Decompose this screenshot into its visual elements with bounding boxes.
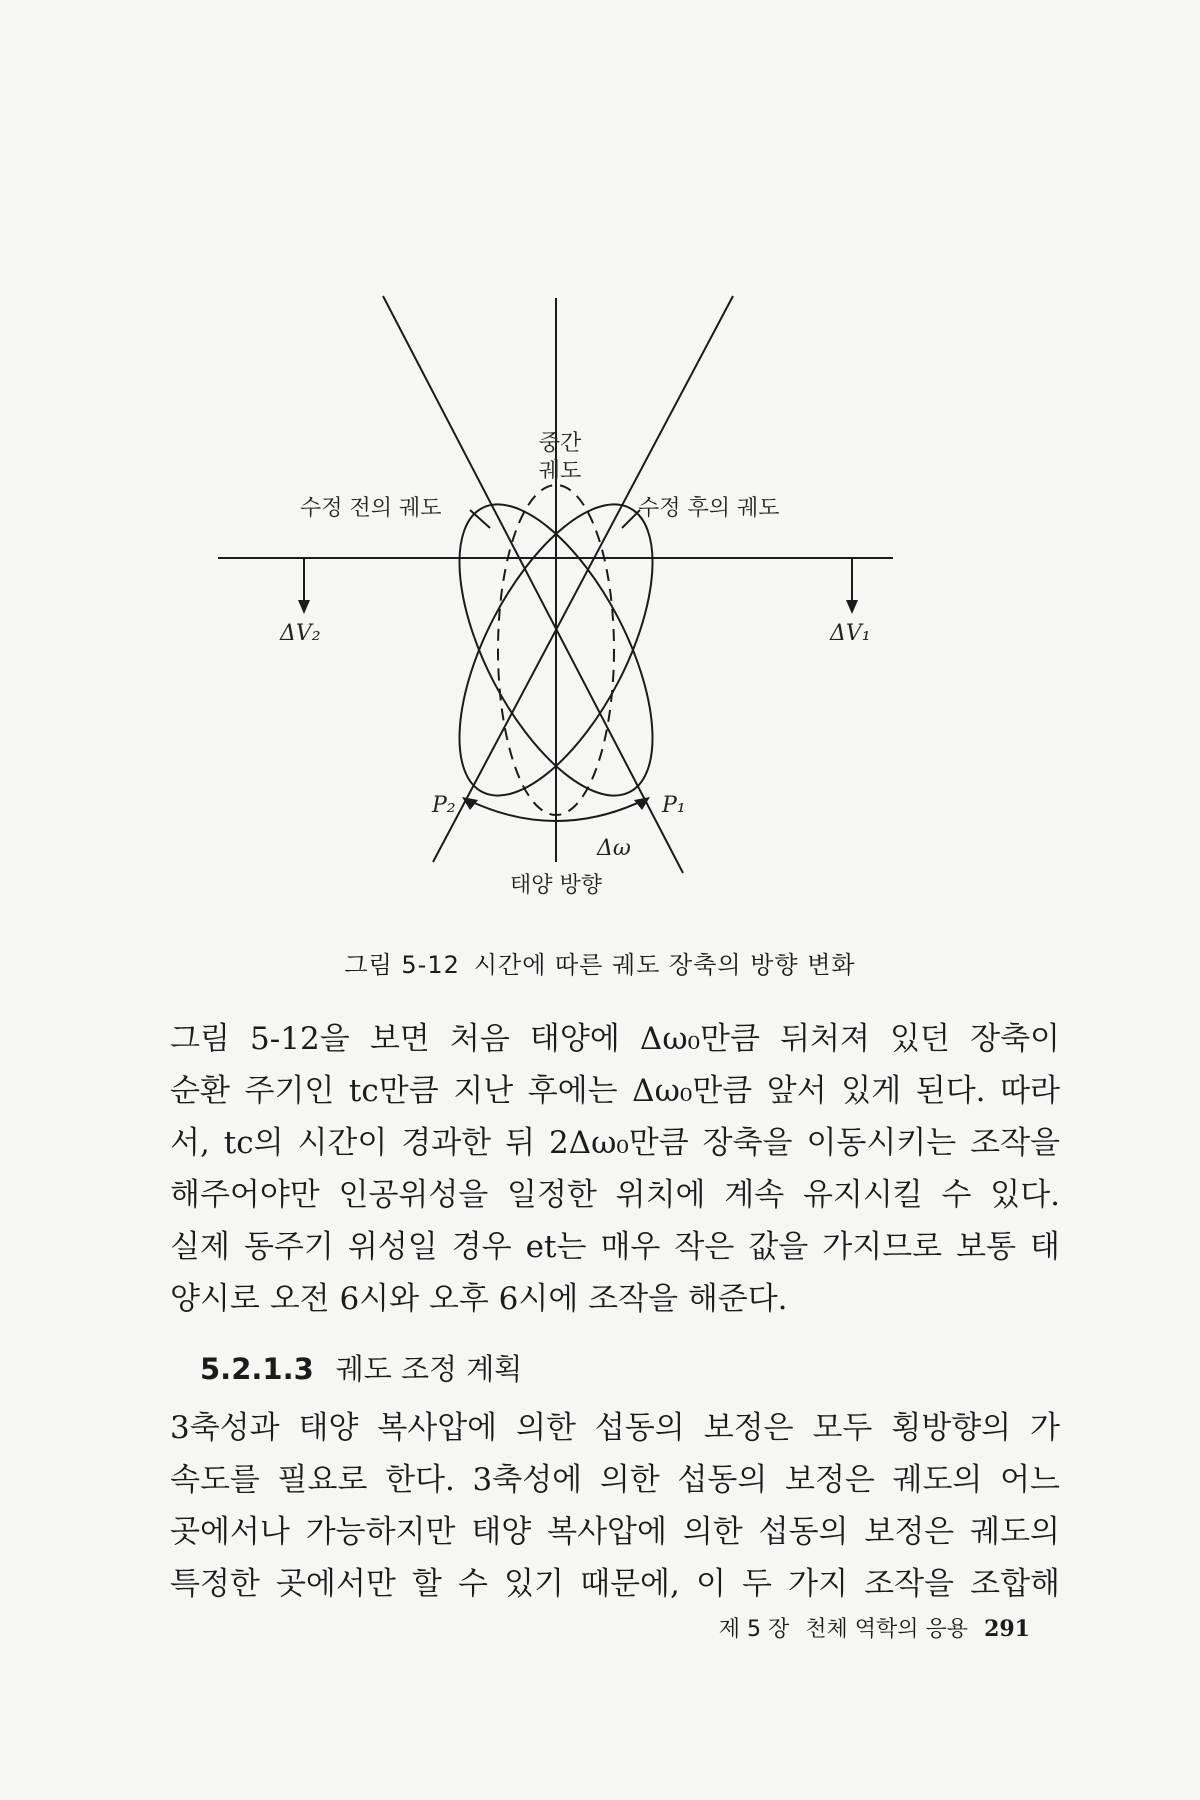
text-line: 서, tc의 시간이 경과한 뒤 2Δω₀만큼 장축을 이동시키는 조작을 <box>170 1125 1060 1161</box>
section-title: 궤도 조정 계획 <box>335 1352 523 1386</box>
paragraph-2 <box>170 1402 1060 1610</box>
text-line: 3축성과 태양 복사압에 의한 섭동의 보정은 모두 횡방향의 가 <box>170 1410 1060 1446</box>
dv2-label: ΔV₂ <box>280 621 321 646</box>
page-number: 291 <box>984 1616 1030 1642</box>
text-line: 곳에서나 가능하지만 태양 복사압에 의한 섭동의 보정은 궤도의 <box>170 1514 1060 1550</box>
dv2-arrowhead <box>298 600 310 614</box>
figure-caption-text: 시간에 따른 궤도 장축의 방향 변화 <box>473 951 856 979</box>
p2-label: P₂ <box>432 793 456 818</box>
text-line: 순환 주기인 tc만큼 지난 후에는 Δω₀만큼 앞서 있게 된다. 따라 <box>170 1073 1060 1109</box>
text-line: 특정한 곳에서만 할 수 있기 때문에, 이 두 가지 조작을 조합해 <box>170 1566 1060 1602</box>
page-footer <box>719 1612 1030 1643</box>
text-line: 해주어야만 인공위성을 일정한 위치에 계속 유지시킬 수 있다. <box>170 1177 1060 1213</box>
delta-omega-label: Δω <box>597 836 631 861</box>
orbit-before-label: 수정 전의 궤도 <box>300 496 442 521</box>
text-line: 양시로 오전 6시와 오후 6시에 조작을 해준다. <box>170 1281 788 1317</box>
orbit-diagram <box>0 260 1200 900</box>
dv1-label: ΔV₁ <box>830 621 871 646</box>
text-line: 속도를 필요로 한다. 3축성에 의한 섭동의 보정은 궤도의 어느 <box>170 1462 1060 1498</box>
figure-caption <box>0 945 1200 980</box>
sun-direction-label: 태양 방향 <box>509 873 603 898</box>
intermediate-orbit-label-1: 중간 <box>538 431 582 456</box>
dv1-arrowhead <box>846 600 858 614</box>
chapter-number: 제 5 장 <box>718 1617 790 1642</box>
section-number: 5.2.1.3 <box>200 1352 314 1386</box>
paragraph-1 <box>170 1013 1060 1325</box>
section-heading <box>200 1347 522 1388</box>
figure-number: 그림 5-12 <box>344 951 460 979</box>
intermediate-orbit-label-2: 궤도 <box>538 459 582 484</box>
chapter-title: 천체 역학의 응용 <box>805 1617 969 1642</box>
text-line: 실제 동주기 위성일 경우 et는 매우 작은 값을 가지므로 보통 태 <box>170 1229 1060 1265</box>
p1-label: P₁ <box>662 793 686 818</box>
orbit-axis-after <box>433 296 733 862</box>
leader-before <box>470 510 490 528</box>
orbit-after-label: 수정 후의 궤도 <box>638 496 780 521</box>
text-line: 그림 5-12을 보면 처음 태양에 Δω₀만큼 뒤처져 있던 장축이 <box>170 1021 1060 1057</box>
